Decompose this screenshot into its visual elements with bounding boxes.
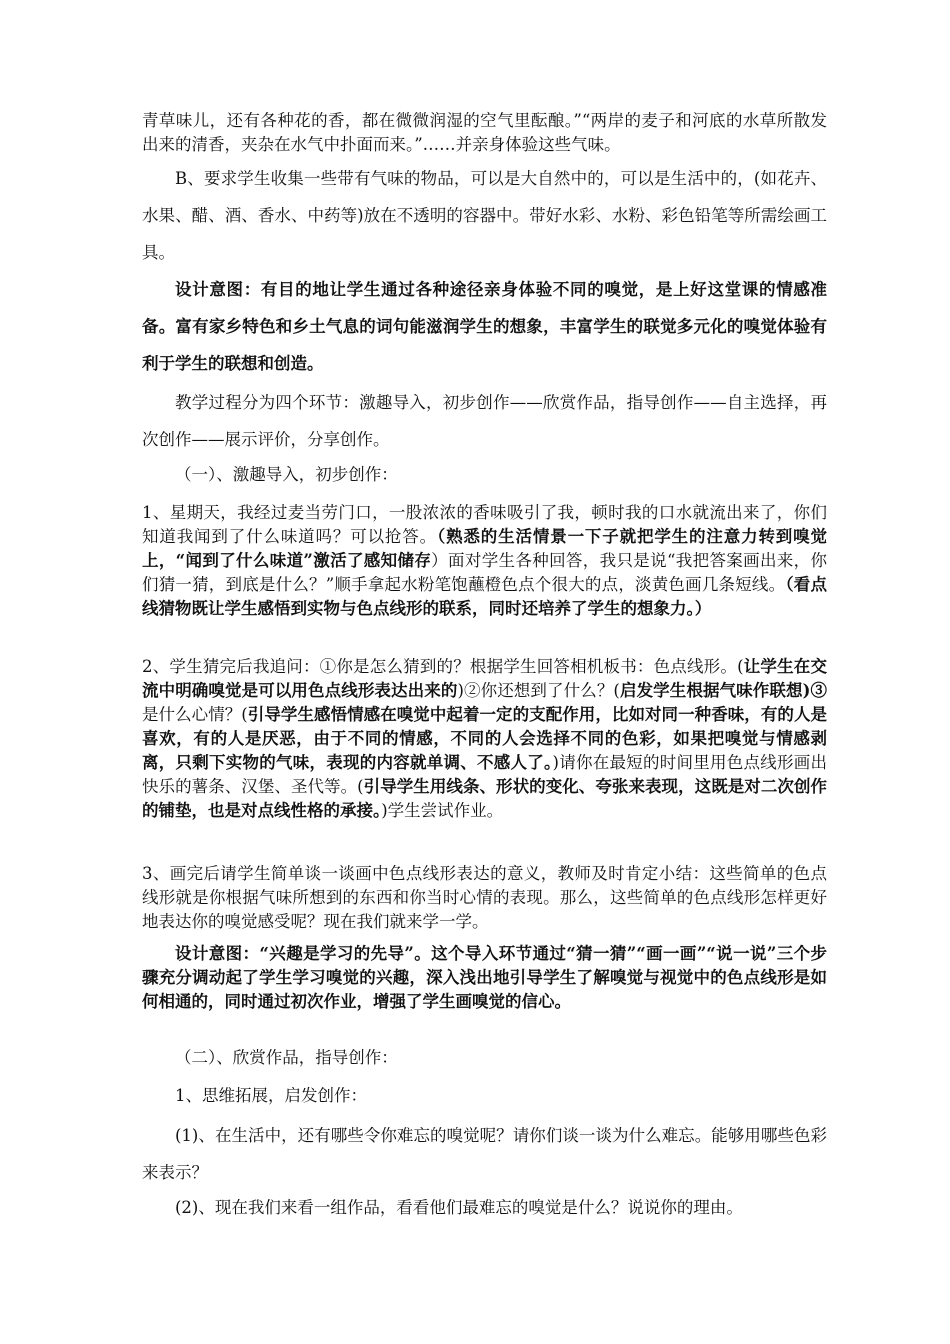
- step2-text-c: 是什么心情？(: [142, 705, 248, 724]
- step2-text-d: )请你在最短的时间里用色点线形画出快乐的薯条、汉堡、圣代等。(: [142, 753, 828, 796]
- section-heading-two: （二）、欣赏作品，指导创作：: [175, 1048, 398, 1067]
- step2-text-a: 2、学生猜完后我追问：①你是怎么猜到的？根据学生回答相机板书：色点线形。(: [142, 657, 744, 676]
- paragraph-step-2: [142, 655, 827, 823]
- paragraph-step-1: [142, 501, 827, 621]
- paragraph-step-3: 3、画完后请学生简单谈一谈画中色点线形表达的意义，教师及时肯定小结：这些简单的色点线形就是你根据气味所想到的东西和你当时心情的表现。那么，这些简单的色点线形怎样更好地表达你的嗅觉感受呢？现在我们就来学一学。: [142, 864, 827, 931]
- step1-text-b: ）面对学生各种回答，我只是说“我把答案画出来，你们猜一猜，到底是什么？”顺手拿起水粉笔饱蘸橙色点个很大的点，淡黄色画几条短线。: [142, 551, 828, 594]
- step1-text-a: 1、星期天，我经过麦当劳门口，一股浓浓的香味吸引了我，顿时我的口水就流出来了，你们知道我闻到了什么味道吗？可以抢答。: [142, 503, 827, 546]
- paragraph-question-1: (1)、在生活中，还有哪些令你难忘的嗅觉呢？请你们谈一谈为什么难忘。能够用哪些色彩来表示？: [142, 1126, 827, 1182]
- step1-bold-b: （看点线猜物既让学生感悟到实物与色点线形的联系，同时还培养了学生的想象力。）: [142, 575, 827, 618]
- paragraph-teaching-process: 教学过程分为四个环节：激趣导入，初步创作——欣赏作品，指导创作——自主选择，再次创作——展示评价，分享创作。: [142, 393, 827, 449]
- paragraph-design-intent-2: 设计意图：“兴趣是学习的先导”。这个导入环节通过“猜一猜”“画一画”“说一说”三个步骤充分调动起了学生学习嗅觉的兴趣，深入浅出地引导学生了解嗅觉与视觉中的色点线形是如何相通的，同时通过初次作业，增强了学生画嗅觉的信心。: [142, 944, 827, 1011]
- step2-bold-d: 引导学生用线条、形状的变化、夸张来表现，这既是对二次创作的铺垫，也是对点线性格的承接。: [142, 777, 828, 820]
- step2-bold-a: 让学生在交流中明确嗅觉是可以用色点线形表达出来的: [142, 657, 827, 700]
- step2-bold-b: 启发学生根据气味作联想)③: [619, 681, 828, 700]
- step2-text-e: )学生尝试作业。: [381, 801, 504, 820]
- step2-bold-c: 引导学生感悟情感在嗅觉中起着一定的支配作用，比如对同一种香味，有的人是喜欢，有的人是厌恶，由于不同的情感，不同的人会选择不同的色彩，如果把嗅觉与情感剥离，只剩下实物的气味，表现的内容就单调、不感人了。: [142, 705, 828, 772]
- paragraph-scent-description: 青草味儿，还有各种花的香，都在微微润湿的空气里酝酿。”“两岸的麦子和河底的水草所散发出来的清香，夹杂在水气中扑面而来。”……并亲身体验这些气味。: [142, 111, 827, 154]
- section-heading-one: （一）、激趣导入，初步创作：: [175, 465, 398, 484]
- step1-bold-a: （熟悉的生活情景一下子就把学生的注意力转到嗅觉上，“闻到了什么味道”激活了感知储存: [142, 527, 828, 570]
- subheading-thinking-expansion: 1、思维拓展，启发创作：: [175, 1086, 367, 1105]
- step2-text-b: )②你还想到了什么？(: [457, 681, 620, 700]
- paragraph-design-intent-1: 设计意图：有目的地让学生通过各种途径亲身体验不同的嗅觉，是上好这堂课的情感准备。富有家乡特色和乡土气息的词句能滋润学生的想象，丰富学生的联觉多元化的嗅觉体验有利于学生的联想和创造。: [142, 280, 827, 373]
- paragraph-collect-items: B、要求学生收集一些带有气味的物品，可以是大自然中的，可以是生活中的，(如花卉、水果、醋、酒、香水、中药等)放在不透明的容器中。带好水彩、水粉、彩色铅笔等所需绘画工具。: [142, 169, 827, 262]
- paragraph-question-2: (2)、现在我们来看一组作品，看看他们最难忘的嗅觉是什么？说说你的理由。: [175, 1198, 743, 1217]
